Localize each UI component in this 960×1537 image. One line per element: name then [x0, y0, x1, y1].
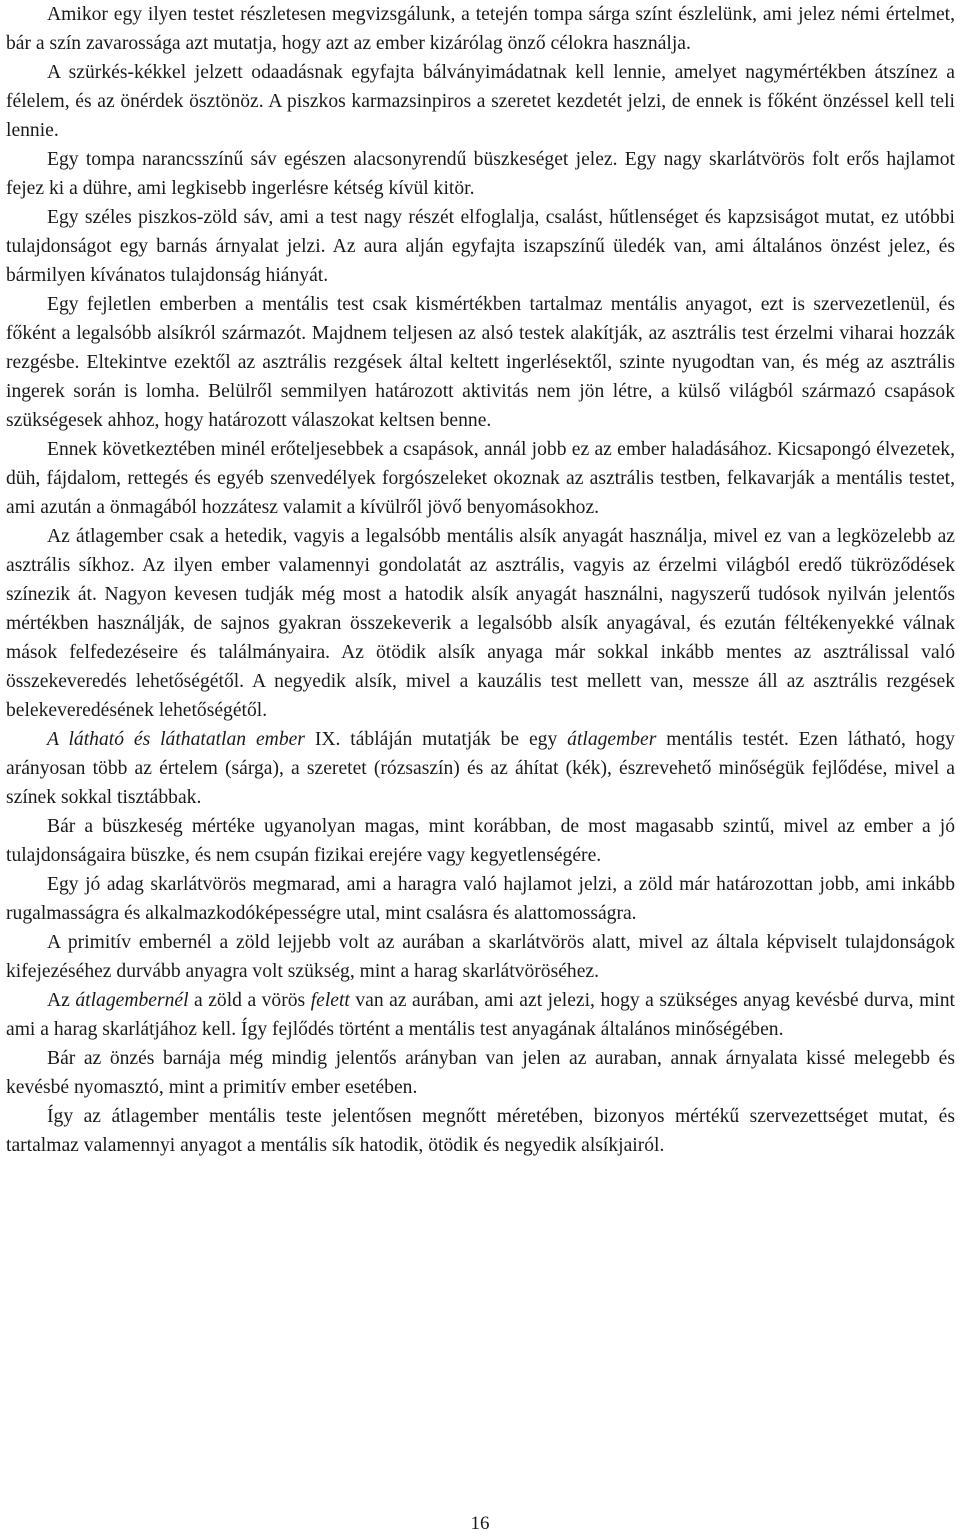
paragraph-text: Egy tompa narancsszínű sáv egészen alacsonyrendű büszkeséget jelez. Egy nagy skarlátvörös folt erős hajlamot fejez ki a dühre, ami legkisebb ingerlésre kétség kívül kitör. [6, 149, 955, 199]
body-text [6, 0, 955, 1160]
paragraph-text: Egy jó adag skarlátvörös megmarad, ami a haragra való hajlamot jelzi, a zöld már határozottan jobb, ami inkább rugalmasságra és alkalmazkodóképességre utal, mint csalásra és alattomosságra. [6, 874, 955, 924]
paragraph [6, 870, 955, 928]
document-page [6, 0, 955, 1160]
paragraph-text: Egy széles piszkos-zöld sáv, ami a test nagy részét elfoglalja, csalást, hűtlenséget és kapzsiságot mutat, ez utóbbi tulajdonságot egy barnás árnyalat jelzi. Az aura alján egyfajta iszapszínű üledék van, ami általános önzést jelez, és bármilyen kívánatos tulajdonság hiányát. [6, 207, 955, 286]
paragraph-text: IX. tábláján mutatják be egy [304, 729, 568, 750]
paragraph-text: mentális testét. Ezen látható, hogy arányosan több az értelem (sárga), a szeretet (rózsaszín) és az áhítat (kék), észrevehető minőségük fejlődése, mivel a színek sokkal tisztábbak. [6, 729, 955, 808]
paragraph [6, 1044, 955, 1102]
paragraph [6, 986, 955, 1044]
italic-text: átlagembernél [75, 990, 189, 1011]
paragraph [6, 145, 955, 203]
paragraph-text: A primitív embernél a zöld lejjebb volt az aurában a skarlátvörös alatt, mivel az általa képviselt tulajdonságok kifejezéséhez durvább anyagra volt szükség, mint a harag skarlátvöröséhez. [6, 932, 955, 982]
paragraph-text: A szürkés-kékkel jelzett odaadásnak egyfajta bálványimádatnak kell lennie, amelyet nagymértékben átszínez a félelem, és az önérdek ösztönöz. A piszkos karmazsinpiros a szeretet kezdetét jelzi, de ennek is főként önzéssel kell teli lennie. [6, 62, 955, 141]
paragraph-text: Így az átlagember mentális teste jelentősen megnőtt méretében, bizonyos mértékű szervezettséget mutat, és tartalmaz valamennyi anyagot a mentális sík hatodik, ötödik és negyedik alsíkjairól. [6, 1106, 955, 1156]
paragraph [6, 290, 955, 435]
paragraph [6, 435, 955, 522]
italic-text: átlagember [567, 729, 657, 750]
paragraph-text: Bár a büszkeség mértéke ugyanolyan magas, mint korábban, de most magasabb szintű, mivel az ember a jó tulajdonságaira büszke, és nem csupán fizikai erejére vagy kegyetlenségére. [6, 816, 955, 866]
paragraph [6, 812, 955, 870]
paragraph [6, 522, 955, 725]
paragraph [6, 725, 955, 812]
paragraph [6, 928, 955, 986]
paragraph-text: a zöld a vörös [188, 990, 311, 1011]
paragraph [6, 58, 955, 145]
paragraph [6, 1102, 955, 1160]
paragraph-text: Az átlagember csak a hetedik, vagyis a legalsóbb mentális alsík anyagát használja, mivel ez van a legközelebb az asztrális síkhoz. Az ilyen ember valamennyi gondolatát az asztrális, vagyis az érzelmi világból eredő tükröződések színezik át. Nagyon kevesen tudják még most a hatodik alsík anyagát használni, nagyszerű tudósok nyilván jelentős mértékben használják, de sajnos gyakran összekeverik a legalsóbb alsík anyagával, és ezután féltékenyekké válnak mások felfedezéseire és találmányaira. Az ötödik alsík anyaga már sokkal inkább mentes az asztrálissal való összekeveredés lehetőségétől. A negyedik alsík, mivel a kauzális test mellett van, messze áll az asztrális rezgések belekeveredésének lehetőségétől. [6, 526, 955, 721]
paragraph-text: Az [47, 990, 76, 1011]
paragraph-text: Amikor egy ilyen testet részletesen megvizsgálunk, a tetején tompa sárga színt észlelünk, ami jelez némi értelmet, bár a szín zavarossága azt mutatja, hogy azt az ember kizárólag önző célokra használja. [6, 4, 955, 54]
paragraph-text: Bár az önzés barnája még mindig jelentős arányban van jelen az auraban, annak árnyalata kissé melegebb és kevésbé nyomasztó, mint a primitív ember esetében. [6, 1048, 955, 1098]
paragraph [6, 0, 955, 58]
page-number: 16 [470, 1513, 490, 1534]
paragraph [6, 203, 955, 290]
italic-text: felett [310, 990, 350, 1011]
paragraph-text: Ennek következtében minél erőteljesebbek a csapások, annál jobb ez az ember haladásához. Kicsapongó élvezetek, düh, fájdalom, rettegés és egyéb szenvedélyek forgószeleket okoznak az asztrális testben, felkavarják a mentális testet, ami azután a önmagából hozzátesz valamit a kívülről jövő benyomásokhoz. [6, 439, 955, 518]
paragraph-text: Egy fejletlen emberben a mentális test csak kismértékben tartalmaz mentális anyagot, ezt is szervezetlenül, és főként a legalsóbb alsíkról származót. Majdnem teljesen az alsó testek alakítják, az asztrális test érzelmi viharai hozzák rezgésbe. Eltekintve ezektől az asztrális rezgések által keltett ingerlésektől, szinte nyugodtan van, és még az asztrális ingerek során is lomha. Belülről semmilyen határozott aktivitás nem jön létre, a külső világból származó csapások szükségesek ahhoz, hogy határozott válaszokat keltsen benne. [6, 294, 955, 431]
paragraph-text: van az aurában, ami azt jelezi, hogy a szükséges anyag kevésbé durva, mint ami a harag skarlátjához kell. Így fejlődés történt a mentális test anyagának általános minőségében. [6, 990, 955, 1040]
italic-text: A látható és láthatatlan ember [47, 729, 305, 750]
